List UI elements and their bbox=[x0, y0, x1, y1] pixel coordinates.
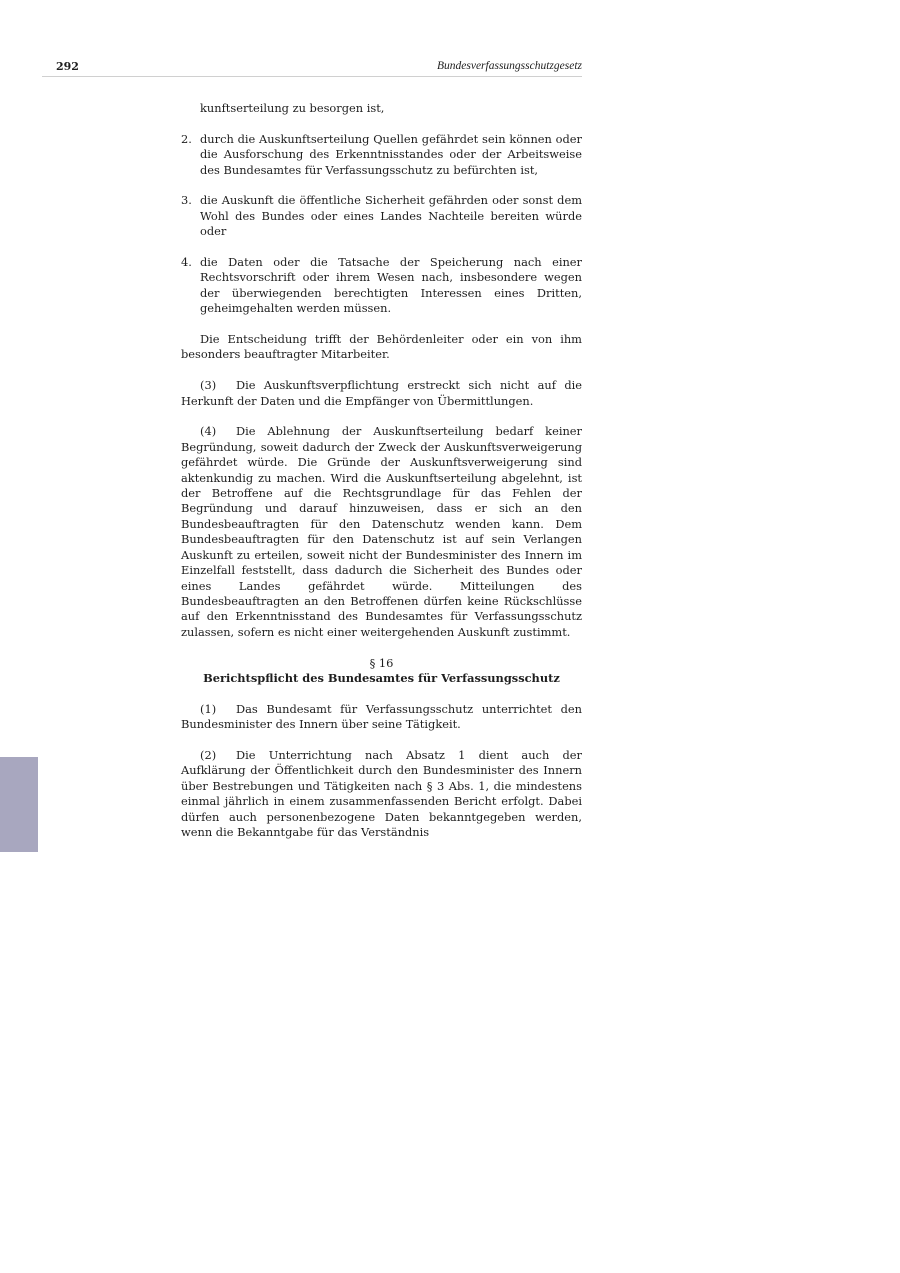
paragraph-text: Das Bundesamt für Verfassungsschutz unterrichtet den Bundesminister des Innern über seine Tätigkeit. bbox=[181, 701, 582, 732]
running-header bbox=[42, 60, 582, 77]
continuation-text: kunftserteilung zu besorgen ist, bbox=[200, 101, 385, 115]
paragraph-4 bbox=[181, 424, 582, 640]
list-item bbox=[181, 255, 582, 317]
page-body bbox=[181, 101, 582, 856]
paragraph-label: (4) bbox=[200, 424, 217, 439]
section-title: Berichtspflicht des Bundesamtes für Verfassungsschutz bbox=[203, 670, 560, 685]
chapter-tab-marker bbox=[0, 757, 38, 852]
paragraph-text: Die Auskunftsverpflichtung erstreckt sich nicht auf die Herkunft der Daten und die Empfänger von Übermittlungen. bbox=[181, 378, 582, 408]
paragraph-text: Die Unterrichtung nach Absatz 1 dient auch der Aufklärung der Öffentlichkeit durch den Bundesminister des Innern über Bestrebungen und Tätigkeiten nach § 3 Abs. 1, die mindestens einmal jährlich in einem zusammenfassenden Bericht erfolgt. Dabei dürfen auch personenbezogene Daten bekanntgegeben werden, wenn die Bekanntgabe für das Verständnis bbox=[181, 747, 582, 839]
paragraph-label: (3) bbox=[200, 378, 217, 393]
running-title: Bundesverfassungsschutzgesetz bbox=[436, 60, 582, 72]
section-paragraph-1 bbox=[181, 702, 582, 733]
list-item-number: 2. bbox=[181, 131, 192, 146]
section-number: § 16 bbox=[369, 655, 394, 670]
list-item-text: durch die Auskunftserteilung Quellen gefährdet sein können oder die Ausforschung des Erkenntnisstandes oder der Arbeitsweise des Bundesamtes für Verfassungsschutz zu befürchten ist, bbox=[200, 131, 582, 177]
list-item-number: 4. bbox=[181, 255, 192, 270]
list-item bbox=[181, 193, 582, 239]
paragraph-text: Die Ablehnung der Auskunftserteilung bedarf keiner Begründung, soweit dadurch der Zweck der Auskunftsverweigerung gefährdet würde. Die Gründe der Auskunftsverweigerung sind aktenkundig zu machen. Wird die Auskunftserteilung abgelehnt, ist der Betroffene auf die Rechtsgrundlage für das Fehlen der Begründung und darauf hinzuweisen, dass er sich an den Bundesbeauftragten für den Datenschutz wenden kann. Dem Bundesbeauftragten für den Datenschutz ist auf sein Verlangen Auskunft zu erteilen, soweit nicht der Bundesminister des Innern im Einzelfall feststellt, dass dadurch die Sicherheit des Bundes oder eines Landes gefährdet würde. Mitteilungen des Bundesbeauftragten an den Betroffenen dürfen keine Rückschlüsse auf den Erkenntnisstand des Bundesamtes für Verfassungsschutz zulassen, sofern es nicht einer weitergehenden Auskunft zustimmt. bbox=[181, 424, 582, 639]
decision-paragraph: Die Entscheidung trifft der Behördenleiter oder ein von ihm besonders beauftragter Mitarbeiter. bbox=[181, 332, 582, 362]
section-paragraph-2 bbox=[181, 748, 582, 840]
list-item-number: 3. bbox=[181, 193, 192, 208]
paragraph-label: (1) bbox=[200, 701, 217, 716]
paragraph-label: (2) bbox=[200, 747, 217, 762]
list-item-text: die Auskunft die öffentliche Sicherheit gefährden oder sonst dem Wohl des Bundes oder eines Landes Nachteile bereiten würde oder bbox=[200, 193, 582, 239]
list-item bbox=[181, 132, 582, 178]
page-number: 292 bbox=[56, 60, 79, 73]
paragraph-3 bbox=[181, 378, 582, 409]
list-item-text: die Daten oder die Tatsache der Speicherung nach einer Rechtsvorschrift oder ihrem Wesen nach, insbesondere wegen der überwiegenden berechtigten Interessen eines Dritten, geheimgehalten werden müssen. bbox=[200, 255, 582, 316]
